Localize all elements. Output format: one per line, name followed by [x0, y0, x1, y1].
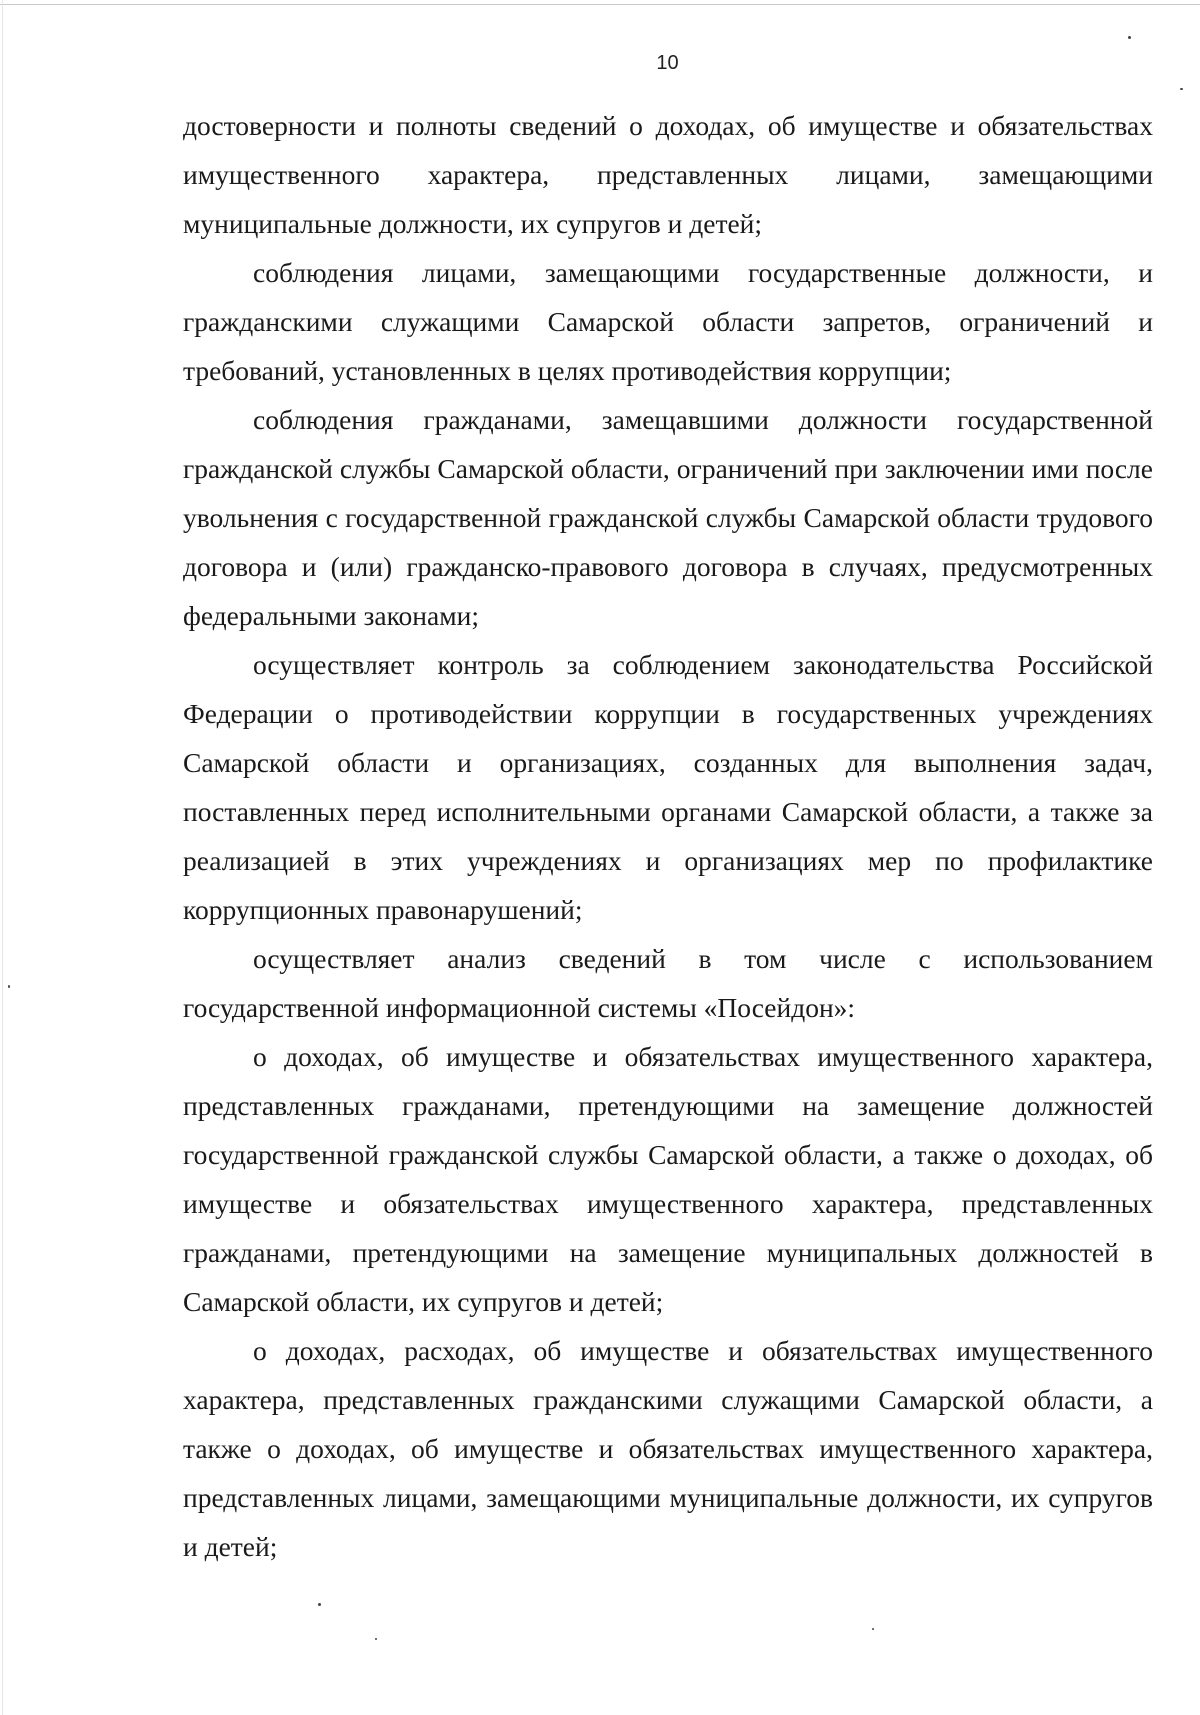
- paragraph: соблюдения гражданами, замещавшими должности государственной гражданской службы Самарской области, ограничений при заключении ими после увольнения с государственной гражданской службы Самарской области трудового договора и (или) гражданско-правового договора в случаях, предусмотренных федеральными законами;: [183, 404, 1153, 631]
- paragraph: о доходах, расходах, об имуществе и обязательствах имущественного характера, представленных гражданскими служащими Самарской области, а также о доходах, об имуществе и обязательствах имущественного характера, представленных лицами, замещающими муниципальные должности, их супругов и детей;: [183, 1335, 1153, 1562]
- paragraph: достоверности и полноты сведений о доходах, об имуществе и обязательствах имущественного характера, представленных лицами, замещающими муниципальные должности, их супругов и детей;: [183, 110, 1153, 239]
- scan-top-edge: [0, 4, 1200, 5]
- scan-speck: [8, 985, 10, 988]
- paragraph: осуществляет контроль за соблюдением законодательства Российской Федерации о противодействии коррупции в государственных учреждениях Самарской области и организациях, созданных для выполнения задач, поставленных перед исполнительными органами Самарской области, а также за реализацией в этих учреждениях и организациях мер по профилактике коррупционных правонарушений;: [183, 649, 1153, 925]
- paragraph: соблюдения лицами, замещающими государственные должности, и гражданскими служащими Самарской области запретов, ограничений и требований, установленных в целях противодействия коррупции;: [183, 257, 1153, 386]
- page-number: 10: [656, 52, 679, 74]
- scan-speck: [1180, 88, 1183, 90]
- scan-left-edge: [2, 0, 3, 1715]
- scan-speck: [375, 1638, 377, 1640]
- scan-speck: [1128, 36, 1131, 39]
- document-body: [183, 101, 1153, 1571]
- paragraph: осуществляет анализ сведений в том числе с использованием государственной информационной системы «Посейдон»:: [183, 943, 1153, 1023]
- scan-speck: [872, 1628, 874, 1630]
- scan-speck: [318, 1603, 321, 1606]
- paragraph: о доходах, об имуществе и обязательствах имущественного характера, представленных гражданами, претендующими на замещение должностей государственной гражданской службы Самарской области, а также о доходах, об имуществе и обязательствах имущественного характера, представленных гражданами, претендующими на замещение муниципальных должностей в Самарской области, их супругов и детей;: [183, 1041, 1153, 1317]
